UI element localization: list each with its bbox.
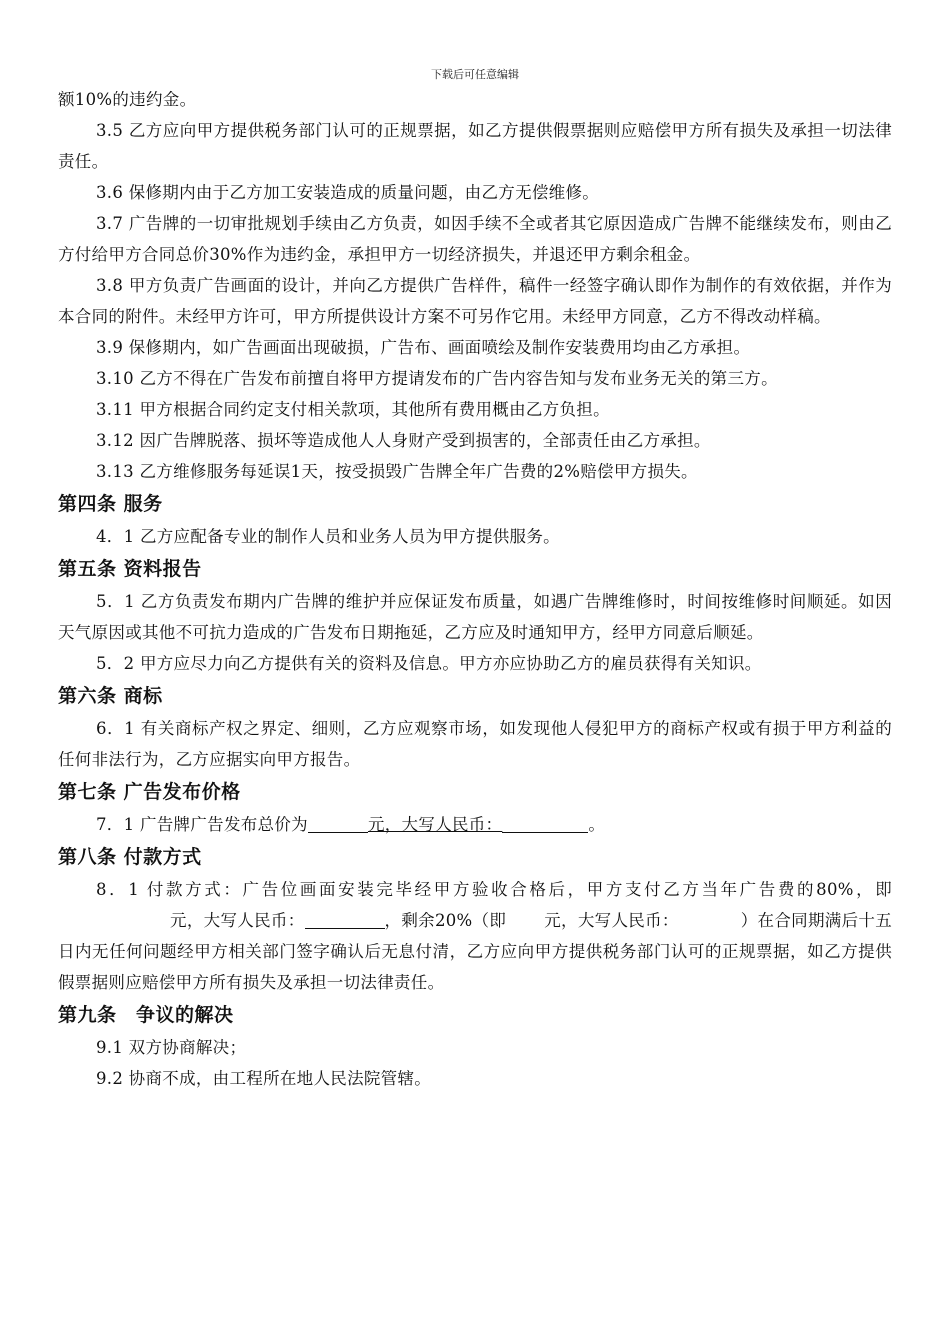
clause-8-1 [58,874,892,998]
clause-8-1-text-d: 元，大写人民币： [544,911,679,930]
page-header: 下载后可任意编辑 [431,68,519,81]
contract-page [58,84,892,1094]
section-9-title: 第九条 争议的解决 [58,1004,234,1026]
section-6-title: 第六条 商标 [58,685,163,707]
clause-3-12: 3.12 因广告牌脱落、损坏等造成他人人身财产受到损害的，全部责任由乙方承担。 [96,431,711,450]
section-4-title: 第四条 服务 [58,493,163,515]
paragraph: 额10%的违约金。 [58,90,197,109]
clause-9-2: 9.2 协商不成，由工程所在地人民法院管辖。 [96,1069,432,1088]
clause-3-7: 3.7 广告牌的一切审批规划手续由乙方负责，如因手续不全或者其它原因造成广告牌不能继续发布，则由乙方付给甲方合同总价30%作为违约金，承担甲方一切经济损失，并退还甲方剩余租金。 [58,214,892,264]
clause-3-10: 3.10 乙方不得在广告发布前擅自将甲方提请发布的广告内容告知与发布业务无关的第三方。 [96,369,778,388]
clause-5-1: 5．1 乙方负责发布期内广告牌的维护并应保证发布质量，如遇广告牌维修时，时间按维修时间顺延。如因天气原因或其他不可抗力造成的广告发布日期拖延，乙方应及时通知甲方，经甲方同意后顺延。 [58,592,892,642]
clause-9-1: 9.1 双方协商解决； [96,1038,247,1057]
clause-3-9: 3.9 保修期内，如广告画面出现破损，广告布、画面喷绘及制作安装费用均由乙方承担。 [96,338,751,357]
section-8-title: 第八条 付款方式 [58,846,202,868]
clause-7-1 [58,809,892,840]
clause-3-5: 3.5 乙方应向甲方提供税务部门认可的正规票据，如乙方提供假票据则应赔偿甲方所有损失及承担一切法律责任。 [58,121,892,171]
clause-7-1-text-b: 元，大写人民币： [367,815,503,834]
clause-6-1: 6．1 有关商标产权之界定、细则，乙方应观察市场，如发现他人侵犯甲方的商标产权或有损于甲方利益的任何非法行为，乙方应据实向甲方报告。 [58,719,892,769]
clause-8-1-text-c: ，剩余20%（即 [384,911,507,930]
clause-8-1-text-e: ）在合同期满后十五日内无任何问题经甲方相关部门签字确认后无息付清，乙方应向甲方提供税务部门认可的正规票据，如乙方提供假票据则应赔偿甲方所有损失及承担一切法律责任。 [58,911,893,992]
section-7-title: 第七条 广告发布价格 [58,781,241,803]
total-price-blank[interactable] [308,814,368,833]
amount-80-words-blank[interactable] [305,910,385,929]
clause-4-1: 4．1 乙方应配备专业的制作人员和业务人员为甲方提供服务。 [96,527,560,546]
clause-5-2: 5．2 甲方应尽力向乙方提供有关的资料及信息。甲方亦应协助乙方的雇员获得有关知识。 [96,654,762,673]
clause-3-6: 3.6 保修期内由于乙方加工安装造成的质量问题，由乙方无偿维修。 [96,183,600,202]
clause-8-1-text-b: 元，大写人民币： [170,911,305,930]
clause-7-1-text-c: 。 [588,815,606,834]
clause-3-8: 3.8 甲方负责广告画面的设计，并向乙方提供广告样件，稿件一经签字确认即作为制作的有效依据，并作为本合同的附件。未经甲方许可，甲方所提供设计方案不可另作它用。未经甲方同意，乙方不得改动样稿。 [58,276,892,326]
section-5-title: 第五条 资料报告 [58,558,202,580]
clause-7-1-text-a: 7．1 广告牌广告发布总价为 [96,815,308,834]
clause-8-1-text-a: 8．1 付款方式：广告位画面安装完毕经甲方验收合格后，甲方支付乙方当年广告费的80%，即 [96,880,892,899]
clause-3-13: 3.13 乙方维修服务每延误1天，按受损毁广告牌全年广告费的2%赔偿甲方损失。 [96,462,698,481]
total-price-words-blank[interactable] [502,814,588,833]
clause-3-11: 3.11 甲方根据合同约定支付相关款项，其他所有费用概由乙方负担。 [96,400,610,419]
